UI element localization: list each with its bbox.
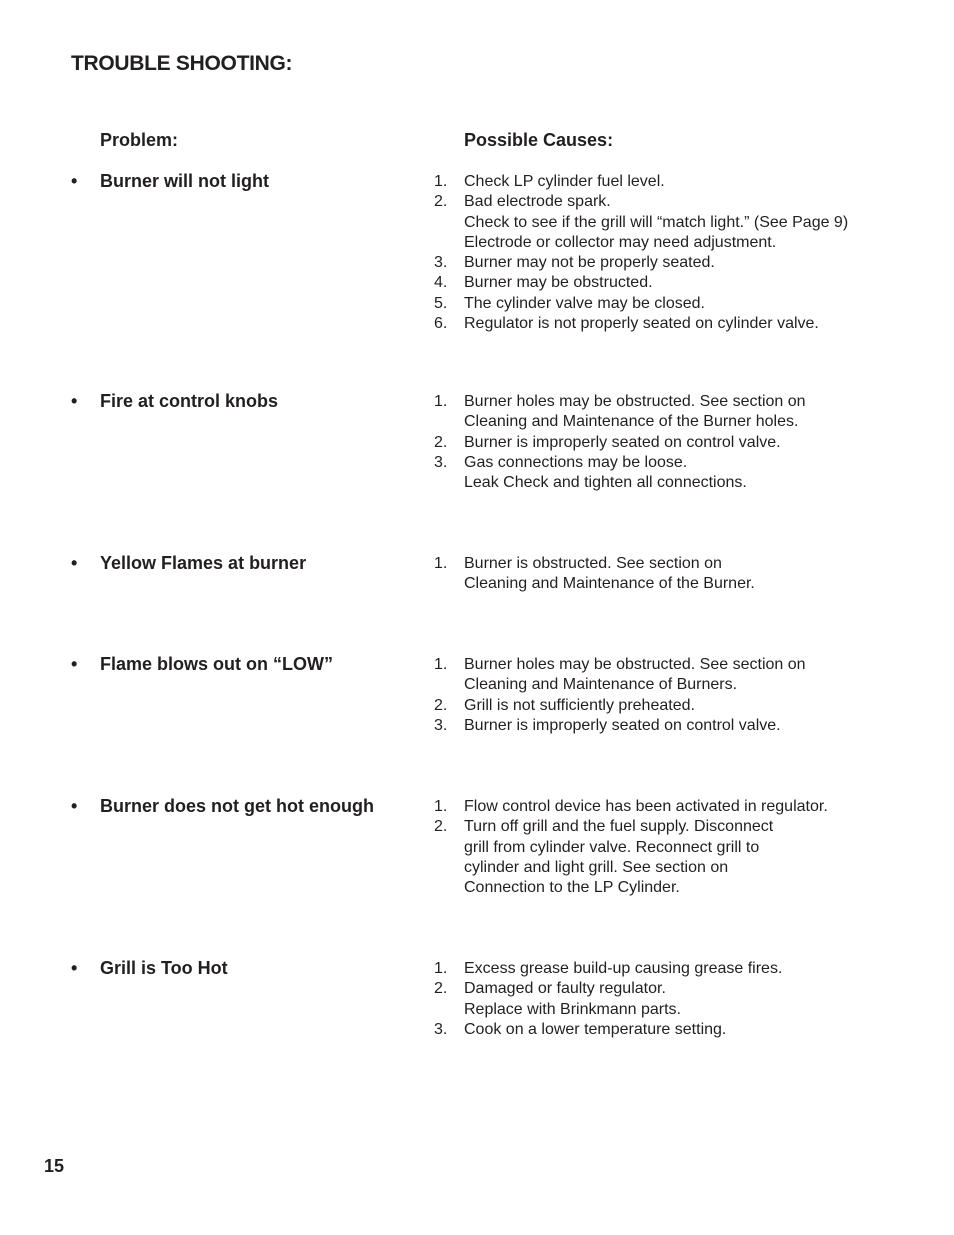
cause-number: 2. (434, 193, 448, 211)
cause-text: Turn off grill and the fuel supply. Disconnect grill from cylinder valve. Reconnect grill to cylinder and light grill. See section on Connection to the LP Cylinder. (464, 818, 774, 897)
cause-number: 3. (434, 1020, 448, 1038)
problem-column-header: Problem: (100, 130, 179, 150)
page-number: 15 (44, 1156, 65, 1176)
cause-number: 4. (434, 274, 448, 292)
cause-text: Burner is improperly seated on control valve. (464, 716, 781, 734)
cause-number: 2. (434, 818, 448, 836)
bullet-icon: • (71, 958, 78, 978)
problem-label: Burner does not get hot enough (100, 796, 374, 816)
cause-number: 2. (434, 980, 448, 998)
bullet-icon: • (71, 654, 78, 674)
cause-item (434, 314, 894, 334)
cause-item (434, 655, 894, 696)
cause-number: 1. (434, 960, 448, 977)
cause-number: 6. (434, 315, 448, 333)
cause-number: 5. (434, 294, 448, 312)
cause-item (434, 192, 894, 253)
cause-item (434, 696, 894, 716)
cause-text: Cook on a lower temperature setting. (464, 1020, 727, 1038)
cause-text: Bad electrode spark. Check to see if the grill will “match light.” (See Page 9) Electrode or collector may need adjustment. (464, 193, 849, 251)
problem-item (71, 171, 269, 192)
cause-text: Burner holes may be obstructed. See section on Cleaning and Maintenance of Burners. (464, 656, 806, 694)
problem-label: Grill is Too Hot (100, 958, 228, 978)
cause-number: 2. (434, 433, 448, 451)
cause-text: Check LP cylinder fuel level. (464, 173, 665, 190)
cause-item (434, 294, 894, 314)
cause-item (434, 959, 894, 979)
cause-number: 3. (434, 716, 448, 734)
causes-list (434, 172, 894, 334)
cause-text: The cylinder valve may be closed. (464, 294, 705, 312)
causes-list (434, 959, 894, 1040)
cause-text: Burner may be obstructed. (464, 274, 653, 292)
cause-number: 1. (434, 656, 448, 673)
problem-item (71, 958, 228, 979)
problem-label: Fire at control knobs (100, 391, 279, 411)
problem-label: Burner will not light (100, 171, 269, 191)
problem-label: Yellow Flames at burner (100, 553, 307, 573)
cause-text: Burner may not be properly seated. (464, 254, 715, 272)
problem-item (71, 654, 333, 675)
cause-item (434, 172, 894, 192)
bullet-icon: • (71, 796, 78, 816)
cause-item (434, 273, 894, 293)
cause-item (434, 797, 894, 817)
problem-item (71, 391, 278, 412)
causes-list (434, 554, 894, 595)
bullet-icon: • (71, 391, 78, 411)
page-title: TROUBLE SHOOTING: (71, 52, 293, 75)
causes-list (434, 392, 894, 493)
cause-number: 3. (434, 453, 448, 471)
causes-list (434, 797, 894, 898)
causes-list (434, 655, 894, 736)
bullet-icon: • (71, 553, 78, 573)
problem-item (71, 553, 306, 574)
problem-label: Flame blows out on “LOW” (100, 654, 333, 674)
cause-number: 2. (434, 696, 448, 714)
cause-text: Excess grease build-up causing grease fires. (464, 960, 783, 977)
cause-item (434, 554, 894, 595)
problem-item (71, 796, 374, 817)
cause-item (434, 817, 894, 898)
cause-text: Burner holes may be obstructed. See section on Cleaning and Maintenance of the Burner holes. (464, 393, 806, 431)
cause-text: Burner is obstructed. See section on Cleaning and Maintenance of the Burner. (464, 555, 755, 593)
cause-item (434, 453, 894, 494)
cause-item (434, 392, 894, 433)
cause-item (434, 433, 894, 453)
cause-number: 1. (434, 555, 448, 572)
cause-text: Gas connections may be loose. Leak Check and tighten all connections. (464, 453, 747, 492)
cause-text: Grill is not sufficiently preheated. (464, 696, 695, 714)
cause-text: Regulator is not properly seated on cylinder valve. (464, 315, 819, 333)
cause-number: 1. (434, 798, 448, 815)
cause-number: 3. (434, 254, 448, 272)
bullet-icon: • (71, 171, 78, 191)
cause-text: Damaged or faulty regulator. Replace with Brinkmann parts. (464, 980, 681, 1018)
cause-item (434, 1020, 894, 1040)
causes-column-header: Possible Causes: (464, 130, 614, 150)
cause-item (434, 253, 894, 273)
cause-item (434, 979, 894, 1020)
cause-number: 1. (434, 393, 448, 410)
cause-text: Flow control device has been activated in regulator. (464, 798, 828, 815)
cause-number: 1. (434, 173, 448, 190)
cause-text: Burner is improperly seated on control valve. (464, 433, 781, 451)
cause-item (434, 716, 894, 736)
